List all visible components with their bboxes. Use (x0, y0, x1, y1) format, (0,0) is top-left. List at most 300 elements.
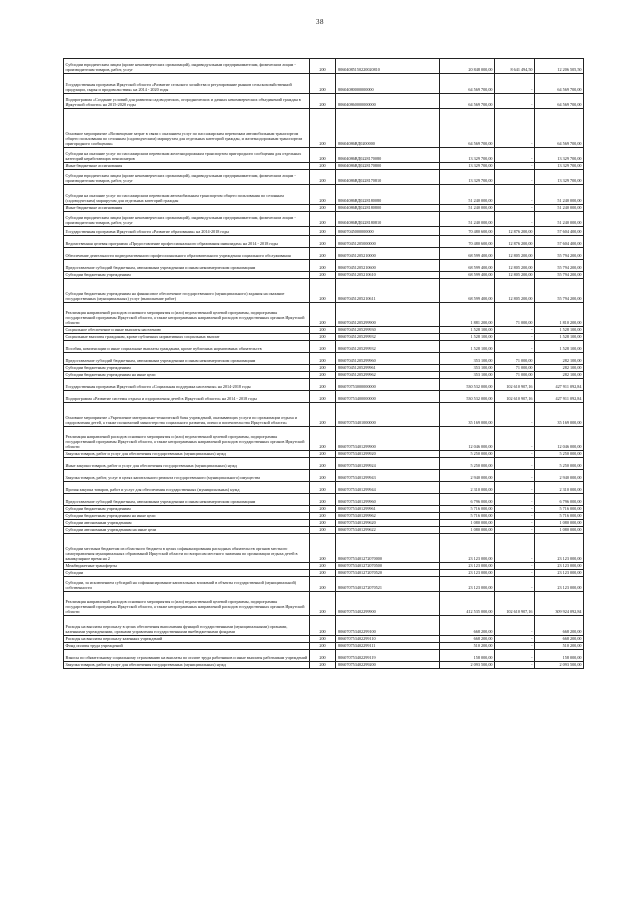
row-name: Социальные выплаты гражданам, кроме публичных нормативных социальных выплат (64, 334, 310, 341)
row-code: 200 (310, 662, 336, 669)
row-classification: 806070753401299960 (336, 494, 440, 506)
row-unexecuted-amount: 55 794 200,00 (535, 260, 584, 272)
row-code: 200 (310, 279, 336, 303)
row-assigned-amount: 13 329 700,00 (440, 148, 495, 163)
row-assigned-amount: 23 123 000,00 (440, 570, 495, 577)
row-classification: 806070753401272070520 (336, 570, 440, 577)
row-code: 200 (310, 570, 336, 577)
row-classification: 80604086ВД0228180810 (336, 212, 440, 227)
row-code: 200 (310, 527, 336, 534)
row-executed-amount: - (495, 662, 535, 669)
row-assigned-amount: 6 796 000,00 (440, 494, 495, 506)
table-row (64, 470, 584, 482)
row-unexecuted-amount: 668 200,00 (535, 636, 584, 643)
row-code: 200 (310, 353, 336, 365)
table-row (64, 236, 584, 248)
row-executed-amount: 71 000,00 (495, 353, 535, 365)
row-classification: 806070451205000000 (336, 236, 440, 248)
table-row (64, 248, 584, 260)
row-assigned-amount: 64 569 700,00 (440, 94, 495, 109)
row-name: Субсидии, за исключением субсидий на софинансирование капитальных вложений в объекты государственной (муниципальной) собственности (64, 577, 310, 592)
row-executed-amount: 102 610 907,16 (495, 592, 535, 616)
row-classification: 806070753401272070000 (336, 534, 440, 563)
row-unexecuted-amount: 51 240 000,00 (535, 205, 584, 212)
row-name: Обеспечение деятельности подведомственного профессионального образовательного учреждения социального обслуживания (64, 248, 310, 260)
row-executed-amount: - (495, 570, 535, 577)
row-executed-amount: - (495, 212, 535, 227)
row-code: 200 (310, 494, 336, 506)
row-name: Подпрограмма «Создание условий для развития садоводческих, огороднических и дачных некоммерческих объединений граждан в Иркутской области» на 2015-2020 годы (64, 94, 310, 109)
row-name: Фонд оплаты труда учреждений (64, 643, 310, 650)
row-executed-amount: - (495, 494, 535, 506)
row-executed-amount: - (495, 205, 535, 212)
row-code: 200 (310, 650, 336, 662)
row-unexecuted-amount: 282 100,00 (535, 372, 584, 379)
row-executed-amount: - (495, 482, 535, 494)
row-code: 200 (310, 372, 336, 379)
row-name: Субсидии бюджетным учреждениям (64, 506, 310, 513)
row-classification: 80604086ВД0228170080 (336, 148, 440, 163)
row-classification: 806070753401299943 (336, 470, 440, 482)
row-executed-amount: - (495, 94, 535, 109)
table-row (64, 451, 584, 458)
row-name: Расходы на выплаты персоналу в целях обеспечения выполнения функций государственными (муниципальными) органами, казенными учреждениями, органами управления государственными внебюджетными фондами (64, 616, 310, 636)
row-executed-amount: - (495, 163, 535, 170)
row-classification: 806070753402299200 (336, 662, 440, 669)
row-classification: 806070451205210610 (336, 272, 440, 279)
table-row (64, 506, 584, 513)
row-executed-amount: 102 610 907,16 (495, 391, 535, 403)
row-assigned-amount: 1 528 100,00 (440, 341, 495, 353)
row-assigned-amount: 2 940 000,00 (440, 470, 495, 482)
row-name: Предоставление субсидий бюджетным, автономным учреждениям и иным некоммерческим организациям (64, 494, 310, 506)
row-classification: 80607045000000000 (336, 227, 440, 236)
row-executed-amount: - (495, 513, 535, 520)
row-executed-amount: - (495, 577, 535, 592)
row-classification: 806040860000000000 (336, 94, 440, 109)
row-code: 200 (310, 94, 336, 109)
row-name: Субсидии бюджетным учреждениям (64, 365, 310, 372)
table-row (64, 272, 584, 279)
row-code: 200 (310, 303, 336, 327)
table-row (64, 148, 584, 163)
row-unexecuted-amount: 23 123 000,00 (535, 577, 584, 592)
table-row (64, 109, 584, 148)
row-classification: 806070753401299622 (336, 527, 440, 534)
row-name: Государственная программа Иркутской области «Развитие образования» на 2014-2018 годы (64, 227, 310, 236)
row-unexecuted-amount: 1 528 100,00 (535, 327, 584, 334)
row-name: Иные бюджетные ассигнования (64, 205, 310, 212)
row-assigned-amount: 353 100,00 (440, 365, 495, 372)
table-row (64, 163, 584, 170)
row-name: Предоставление субсидий бюджетным, автономным учреждениям и иным некоммерческим организациям (64, 353, 310, 365)
row-classification: 806070753402299900 (336, 592, 440, 616)
row-code: 200 (310, 163, 336, 170)
row-unexecuted-amount: 1 810 200,00 (535, 303, 584, 327)
row-name: Иные бюджетные ассигнования (64, 163, 310, 170)
row-unexecuted-amount: 158 000,00 (535, 650, 584, 662)
row-unexecuted-amount: 1 528 100,00 (535, 334, 584, 341)
table-row (64, 513, 584, 520)
row-executed-amount: - (495, 616, 535, 636)
table-row (64, 577, 584, 592)
row-code: 200 (310, 341, 336, 353)
row-executed-amount: 12 876 200,00 (495, 227, 535, 236)
row-name: Субсидии юридическим лицам (кроме некоммерческих организаций), индивидуальным предпринимателям, физическим лицам - производителям товаров, работ, услуг (64, 212, 310, 227)
table-row (64, 327, 584, 334)
row-classification: 806070753401272070500 (336, 563, 440, 570)
row-classification: 806070753401299900 (336, 427, 440, 451)
row-assigned-amount: 530 532 000,00 (440, 379, 495, 391)
table-row (64, 527, 584, 534)
row-code: 200 (310, 470, 336, 482)
row-unexecuted-amount: 55 794 200,00 (535, 279, 584, 303)
row-executed-amount: 12 805 200,00 (495, 260, 535, 272)
row-executed-amount: - (495, 458, 535, 470)
row-name: Подпрограмма «Развитие системы отдыха и оздоровления детей в Иркутской области» на 2014 - 2018 годы (64, 391, 310, 403)
row-classification: 80604086ВД0200000 (336, 109, 440, 148)
table-row (64, 205, 584, 212)
row-executed-amount: - (495, 148, 535, 163)
table-row (64, 403, 584, 427)
row-name: Основное мероприятие «Возмещение затрат в связи с оказанием услуг по пассажирским перевозкам автомобильным транспортом общего пользования по сезонным (садоводческим) маршрутам для отдельных категорий граждан, и железнодорожным транспортом пригородного сообщения» (64, 109, 310, 148)
row-name: Расходы на выплаты персоналу казенных учреждений (64, 636, 310, 643)
table-row (64, 616, 584, 636)
row-assigned-amount: 353 100,00 (440, 353, 495, 365)
row-executed-amount: - (495, 170, 535, 185)
row-classification: 806070753401299962 (336, 513, 440, 520)
row-code: 200 (310, 513, 336, 520)
table-row (64, 353, 584, 365)
row-code: 200 (310, 643, 336, 650)
row-unexecuted-amount: 12 206 505,50 (535, 59, 584, 74)
table-row (64, 372, 584, 379)
row-unexecuted-amount: 6 796 000,00 (535, 494, 584, 506)
row-code: 200 (310, 334, 336, 341)
row-code: 200 (310, 534, 336, 563)
row-name: Закупка товаров, работ и услуг для обеспечения государственных (муниципальных) нужд (64, 662, 310, 669)
row-assigned-amount: 5 250 000,00 (440, 451, 495, 458)
row-unexecuted-amount: 51 240 000,00 (535, 185, 584, 205)
table-row (64, 227, 584, 236)
row-classification: 806070451205299932 (336, 334, 440, 341)
row-code: 200 (310, 451, 336, 458)
row-code: 200 (310, 403, 336, 427)
row-assigned-amount: 5 716 000,00 (440, 506, 495, 513)
row-unexecuted-amount: 23 123 000,00 (535, 563, 584, 570)
row-classification: 806070753401000000 (336, 403, 440, 427)
row-unexecuted-amount: 13 329 700,00 (535, 170, 584, 185)
row-name: Реализация направлений расходов основного мероприятия и (или) ведомственной целевой программы, подпрограммы государственной программы Иркутской области, а также непрограммных направлений расходов государственных органов Иркутской области (64, 427, 310, 451)
row-executed-amount: - (495, 643, 535, 650)
row-classification: 806070451205299930 (336, 327, 440, 334)
row-unexecuted-amount: 51 240 000,00 (535, 212, 584, 227)
table-row (64, 662, 584, 669)
row-assigned-amount: 23 123 000,00 (440, 577, 495, 592)
row-unexecuted-amount: 23 123 000,00 (535, 534, 584, 563)
table-row (64, 650, 584, 662)
row-unexecuted-amount: 23 123 000,00 (535, 570, 584, 577)
row-executed-amount: 12 876 200,00 (495, 236, 535, 248)
row-assigned-amount: 1 528 100,00 (440, 334, 495, 341)
row-classification: 80604080000000000 (336, 74, 440, 94)
row-executed-amount: 102 610 907,16 (495, 379, 535, 391)
row-unexecuted-amount: 1 080 000,00 (535, 527, 584, 534)
row-name: Закупка товаров, работ и услуг для обеспечения государственных (муниципальных) нужд (64, 451, 310, 458)
row-executed-amount: - (495, 650, 535, 662)
row-unexecuted-amount: 5 716 000,00 (535, 513, 584, 520)
row-assigned-amount: 1 080 000,00 (440, 527, 495, 534)
row-code: 200 (310, 482, 336, 494)
row-code: 200 (310, 272, 336, 279)
row-name: Субсидии бюджетным учреждениям на иные цели (64, 513, 310, 520)
table-row (64, 279, 584, 303)
row-code: 200 (310, 74, 336, 94)
row-assigned-amount: 23 123 000,00 (440, 563, 495, 570)
row-executed-amount: 71 000,00 (495, 303, 535, 327)
row-assigned-amount: 5 716 000,00 (440, 513, 495, 520)
table-row (64, 458, 584, 470)
row-name: Субсидии юридическим лицам (кроме некоммерческих организаций), индивидуальным предпринимателям, физическим лицам - производителям товаров, работ, услуг (64, 170, 310, 185)
row-code: 200 (310, 458, 336, 470)
row-code: 200 (310, 520, 336, 527)
row-name: Прочая закупка товаров, работ и услуг для обеспечения государственных (муниципальных) нужд (64, 482, 310, 494)
table-row (64, 379, 584, 391)
row-code: 200 (310, 236, 336, 248)
row-unexecuted-amount: 5 250 000,00 (535, 458, 584, 470)
row-classification: 80604086ВД0228180080 (336, 185, 440, 205)
row-classification: 806070753400000000 (336, 391, 440, 403)
row-executed-amount: - (495, 520, 535, 527)
row-unexecuted-amount: 35 169 000,00 (535, 403, 584, 427)
row-name: Субсидии бюджетным учреждениям (64, 272, 310, 279)
row-assigned-amount: 51 240 000,00 (440, 212, 495, 227)
row-unexecuted-amount: 5 716 000,00 (535, 506, 584, 513)
row-executed-amount: 12 805 200,00 (495, 248, 535, 260)
row-executed-amount: - (495, 470, 535, 482)
row-assigned-amount: 1 881 200,00 (440, 303, 495, 327)
row-unexecuted-amount: 64 569 700,00 (535, 109, 584, 148)
row-code: 200 (310, 248, 336, 260)
table-row (64, 341, 584, 353)
row-name: Основное мероприятие «Укрепление материально-технической базы учреждений, оказывающих услуги по организации отдыха и оздоровления детей, а также полномочий министерства социального развития, опеки и попечительства Иркутской области» (64, 403, 310, 427)
row-classification: 806070451205299962 (336, 372, 440, 379)
row-name: Реализация направлений расходов основного мероприятия и (или) ведомственной целевой программы, подпрограммы государственной программы Иркутской области, а также непрограммных направлений расходов государственных органов Иркутской области (64, 592, 310, 616)
row-executed-amount: - (495, 334, 535, 341)
row-classification: 806070753401299961 (336, 506, 440, 513)
row-assigned-amount: 35 169 000,00 (440, 403, 495, 427)
row-assigned-amount: 668 200,00 (440, 616, 495, 636)
row-assigned-amount: 68 599 400,00 (440, 248, 495, 260)
row-unexecuted-amount: 13 329 700,00 (535, 148, 584, 163)
row-name: Ведомственная целевая программа «Предоставление профессионального образования инвалидам» на 2014 - 2018 годы (64, 236, 310, 248)
row-assigned-amount: 68 599 400,00 (440, 272, 495, 279)
row-assigned-amount: 20 848 000,00 (440, 59, 495, 74)
table-row (64, 494, 584, 506)
row-unexecuted-amount: 2 940 000,00 (535, 470, 584, 482)
row-executed-amount: - (495, 563, 535, 570)
table-row (64, 636, 584, 643)
row-assigned-amount: 412 535 000,00 (440, 592, 495, 616)
row-executed-amount: - (495, 327, 535, 334)
row-name: Субсидии на оказание услуг по пассажирским перевозкам автомобильным транспортом общего пользования по сезонным (садоводческим) маршрутам для отдельных категорий граждан (64, 185, 310, 205)
row-executed-amount: 71 000,00 (495, 365, 535, 372)
row-executed-amount: - (495, 427, 535, 451)
row-executed-amount: 71 000,00 (495, 372, 535, 379)
row-unexecuted-amount: 55 794 200,00 (535, 272, 584, 279)
table-row (64, 170, 584, 185)
row-name: Государственная программа Иркутской области «Социальная поддержка населения» на 2014-2018 годы (64, 379, 310, 391)
row-unexecuted-amount: 12 046 000,00 (535, 427, 584, 451)
budget-table (63, 58, 584, 669)
row-name: Государственная программа Иркутской области «Развитие сельского хозяйства и регулирование рынков сельскохозяйственной продукции, сырья и продовольствия» на 2014 - 2020 годы (64, 74, 310, 94)
row-classification: 806070451205210000 (336, 248, 440, 260)
row-code: 200 (310, 327, 336, 334)
row-assigned-amount: 51 240 000,00 (440, 185, 495, 205)
row-assigned-amount: 68 599 400,00 (440, 260, 495, 272)
row-assigned-amount: 70 480 600,00 (440, 227, 495, 236)
row-classification: 80604086ВД0228170800 (336, 163, 440, 170)
row-assigned-amount: 158 000,00 (440, 650, 495, 662)
table-row (64, 260, 584, 272)
table-row (64, 427, 584, 451)
row-classification: 806070753402299111 (336, 643, 440, 650)
row-code: 200 (310, 59, 336, 74)
row-name: Пособия, компенсации и иные социальные выплаты гражданам, кроме публичных нормативных обязательств (64, 341, 310, 353)
row-unexecuted-amount: 55 794 200,00 (535, 248, 584, 260)
row-classification: 806070753401299924 (336, 458, 440, 470)
row-unexecuted-amount: 57 604 400,00 (535, 227, 584, 236)
table-row (64, 391, 584, 403)
row-assigned-amount: 64 569 700,00 (440, 109, 495, 148)
row-executed-amount: - (495, 109, 535, 148)
row-unexecuted-amount: 282 100,00 (535, 353, 584, 365)
row-executed-amount: - (495, 341, 535, 353)
table-row (64, 643, 584, 650)
row-assigned-amount: 23 123 000,00 (440, 534, 495, 563)
row-name: Межбюджетные трансферты (64, 563, 310, 570)
row-unexecuted-amount: 2 093 500,00 (535, 662, 584, 669)
row-unexecuted-amount: 57 604 400,00 (535, 236, 584, 248)
row-code: 200 (310, 577, 336, 592)
table-row (64, 563, 584, 570)
row-name: Предоставление субсидий бюджетным, автономным учреждениям и иным некоммерческим организациям (64, 260, 310, 272)
row-name: Субсидии (64, 570, 310, 577)
table-row (64, 570, 584, 577)
row-classification: 806070753401299920 (336, 451, 440, 458)
row-assigned-amount: 70 480 600,00 (440, 236, 495, 248)
row-unexecuted-amount: 64 569 700,00 (535, 74, 584, 94)
table-row (64, 534, 584, 563)
row-unexecuted-amount: 64 569 700,00 (535, 94, 584, 109)
table-row (64, 212, 584, 227)
row-name: Закупка товаров, работ, услуг в целях капитального ремонта государственного (муниципального) имущества (64, 470, 310, 482)
table-row (64, 520, 584, 527)
row-assigned-amount: 5 250 000,00 (440, 458, 495, 470)
row-name: Субсидии бюджетным учреждениям на иные цели (64, 372, 310, 379)
table-row (64, 185, 584, 205)
row-unexecuted-amount: 309 924 092,84 (535, 592, 584, 616)
row-classification: 806070753401299944 (336, 482, 440, 494)
row-assigned-amount: 12 046 000,00 (440, 427, 495, 451)
row-classification: 806070451205299960 (336, 353, 440, 365)
row-code: 200 (310, 563, 336, 570)
row-code: 200 (310, 260, 336, 272)
row-unexecuted-amount: 13 329 700,00 (535, 163, 584, 170)
row-code: 200 (310, 379, 336, 391)
row-executed-amount: - (495, 403, 535, 427)
row-assigned-amount: 2 093 500,00 (440, 662, 495, 669)
table-row (64, 592, 584, 616)
row-code: 200 (310, 227, 336, 236)
row-assigned-amount: 530 532 000,00 (440, 391, 495, 403)
row-code: 200 (310, 185, 336, 205)
row-classification: 806070451205210611 (336, 279, 440, 303)
row-executed-amount: - (495, 527, 535, 534)
row-classification: 806070753401299620 (336, 520, 440, 527)
row-classification: 806070451205299900 (336, 303, 440, 327)
row-code: 200 (310, 212, 336, 227)
row-executed-amount: 12 805 200,00 (495, 272, 535, 279)
row-assigned-amount: 13 329 700,00 (440, 163, 495, 170)
row-classification: 806070753000000000 (336, 379, 440, 391)
row-classification: 80604086ВД0228180800 (336, 205, 440, 212)
row-executed-amount: - (495, 636, 535, 643)
row-name: Реализация направлений расходов основного мероприятия и (или) ведомственной целевой программы, подпрограммы государственной программы Иркутской области, а также непрограммных направлений расходов государственных органов Иркутской области (64, 303, 310, 327)
row-unexecuted-amount: 427 911 092,84 (535, 379, 584, 391)
row-unexecuted-amount: 1 080 000,00 (535, 520, 584, 527)
table-row (64, 334, 584, 341)
row-unexecuted-amount: 427 911 092,84 (535, 391, 584, 403)
row-assigned-amount: 1 528 100,00 (440, 327, 495, 334)
row-assigned-amount: 13 329 700,00 (440, 170, 495, 185)
page-number: 38 (316, 18, 324, 26)
row-executed-amount: - (495, 185, 535, 205)
row-code: 200 (310, 616, 336, 636)
row-executed-amount: - (495, 534, 535, 563)
row-code: 200 (310, 205, 336, 212)
table-row (64, 74, 584, 94)
row-name: Субсидии бюджетным учреждениям на финансовое обеспечение государственного (муниципального) задания на оказание государственных (муниципальных) услуг (выполнение работ) (64, 279, 310, 303)
row-name: Субсидии автономным учреждениям (64, 520, 310, 527)
row-classification: 806070753401272070521 (336, 577, 440, 592)
row-classification: 806070753402299119 (336, 650, 440, 662)
row-assigned-amount: 68 599 400,00 (440, 279, 495, 303)
row-classification: 806070451205299932 (336, 341, 440, 353)
row-code: 200 (310, 427, 336, 451)
row-unexecuted-amount: 2 310 000,00 (535, 482, 584, 494)
row-code: 200 (310, 365, 336, 372)
row-name: Субсидии местным бюджетам из областного бюджета в целях софинансирования расходных обязательств органов местного самоуправления муниципальных образований Иркутской области по вопросам местного значения по организации отдыха детей в каникулярное время на 2 (64, 534, 310, 563)
row-code: 200 (310, 170, 336, 185)
row-assigned-amount: 51 240 000,00 (440, 205, 495, 212)
row-classification: 806070753402299100 (336, 616, 440, 636)
row-assigned-amount: 1 080 000,00 (440, 520, 495, 527)
row-executed-amount: 8 641 494,50 (495, 59, 535, 74)
row-name: Субсидии на оказание услуг по пассажирским перевозкам железнодорожным транспортом пригородного сообщения для отдельных категорий неработающих пенсионеров (64, 148, 310, 163)
row-classification: 80604086ВД0228170810 (336, 170, 440, 185)
row-executed-amount: - (495, 451, 535, 458)
row-classification: 806070451205299961 (336, 365, 440, 372)
table-row (64, 365, 584, 372)
row-executed-amount: 12 805 200,00 (495, 279, 535, 303)
row-assigned-amount: 510 200,00 (440, 643, 495, 650)
row-assigned-amount: 668 200,00 (440, 636, 495, 643)
row-name: Социальное обеспечение и иные выплаты населению (64, 327, 310, 334)
row-code: 200 (310, 109, 336, 148)
row-classification: 806070753402299110 (336, 636, 440, 643)
row-name: Иные закупки товаров, работ и услуг для обеспечения государственных (муниципальных) нужд (64, 458, 310, 470)
